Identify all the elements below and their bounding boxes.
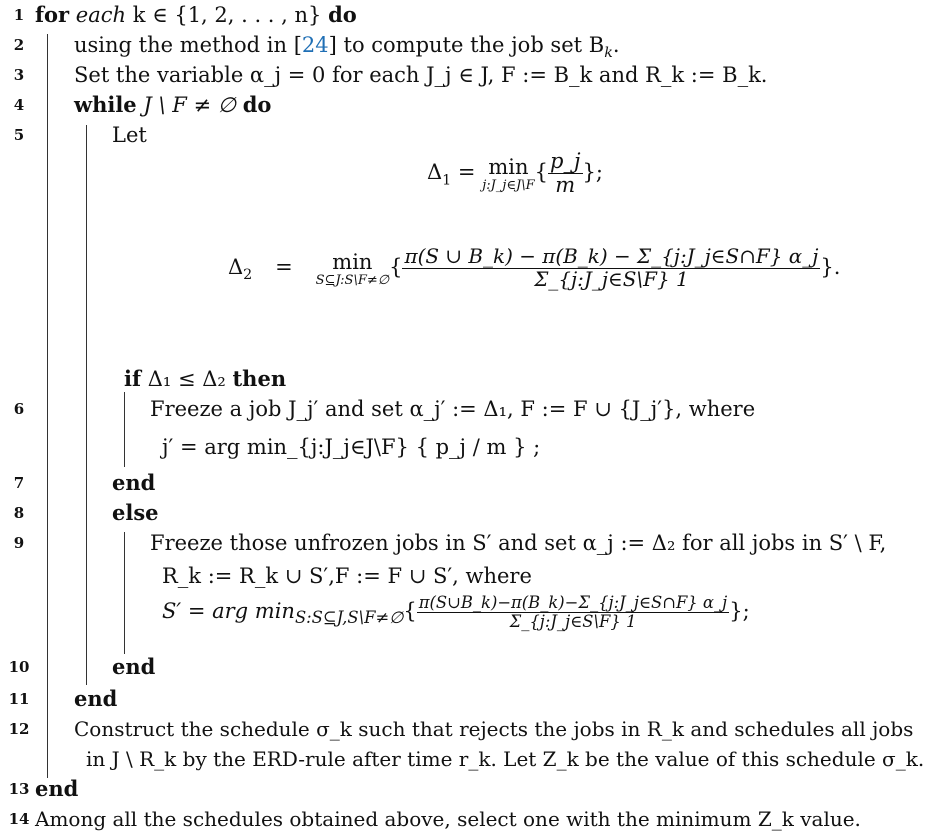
min-limit: S⊆J:S\F≠∅ bbox=[315, 272, 390, 288]
min-text: min bbox=[332, 249, 373, 274]
keyword-do: do bbox=[242, 92, 272, 117]
line-2-pre: using the method in [ bbox=[74, 33, 302, 57]
line-number-6: 6 bbox=[13, 400, 25, 418]
line-6b: j′ = arg min_{j:J_j∈J\F} { p_j / m } ; bbox=[162, 435, 541, 459]
line-number-13: 13 bbox=[8, 780, 30, 798]
delta2-tail: }. bbox=[820, 254, 841, 279]
denominator: Σ_{j:J_j∈S\F} 1 bbox=[509, 612, 637, 632]
line-12b: in J \ R_k by the ERD-rule after time r_k. Let Z_k be the value of this schedule σ_k. bbox=[86, 747, 925, 771]
denominator: m bbox=[555, 173, 576, 198]
line-5: Let bbox=[112, 123, 147, 147]
s-prime-argmin: S′ = arg min bbox=[162, 599, 295, 624]
end-while: end bbox=[74, 686, 118, 711]
citation-link[interactable]: 24 bbox=[301, 33, 329, 57]
while-block-bar bbox=[86, 125, 87, 685]
line-9b: R_k := R_k ∪ S′,F := F ∪ S′, where bbox=[162, 564, 532, 588]
keyword-do: do bbox=[328, 2, 357, 27]
keyword-if: if bbox=[124, 366, 142, 391]
denominator: Σ_{j:J_j∈S\F} 1 bbox=[534, 266, 689, 291]
end-else: end bbox=[112, 654, 156, 679]
each-text: each bbox=[75, 3, 127, 27]
line-number-12: 12 bbox=[8, 720, 30, 738]
line-3: Set the variable α_j = 0 for each J_j ∈ J, F := B_k and R_k := B_k. bbox=[74, 63, 768, 87]
keyword-then: then bbox=[232, 366, 287, 391]
end-for: end bbox=[35, 776, 79, 801]
line-number-11: 11 bbox=[8, 690, 30, 708]
if-block-bar bbox=[124, 392, 125, 467]
fraction bbox=[402, 246, 820, 291]
if-condition: Δ₁ ≤ Δ₂ bbox=[141, 367, 233, 391]
else-block-bar bbox=[124, 532, 125, 654]
delta2-lhs: Δ bbox=[228, 254, 244, 279]
line-number-5: 5 bbox=[13, 126, 25, 144]
delta1-sub: 1 bbox=[442, 172, 452, 189]
fraction bbox=[548, 150, 582, 197]
line-9-tail: }; bbox=[729, 599, 750, 624]
line-12a: Construct the schedule σ_k such that rejects the jobs in R_k and schedules all jobs bbox=[74, 717, 914, 741]
min-operator bbox=[482, 155, 534, 192]
line-14: Among all the schedules obtained above, select one with the minimum Z_k value. bbox=[35, 807, 861, 831]
delta2-sub: 2 bbox=[243, 267, 253, 284]
equals: = bbox=[451, 160, 483, 185]
fraction bbox=[417, 594, 729, 631]
line-2 bbox=[74, 32, 620, 62]
numerator: π(S ∪ B_k) − π(B_k) − Σ_{j:J_j∈S∩F} α_j bbox=[404, 244, 819, 268]
line-6a: Freeze a job J_j′ and set α_j′ := Δ₁, F := F ∪ {J_j′}, where bbox=[150, 397, 756, 421]
delta1-equation: $\Delta_1 = \min$ j:J_j∈J\F { $\frac{p\_j}{m}$ }; bbox=[427, 149, 603, 198]
if-line bbox=[124, 366, 286, 392]
min-text: min bbox=[488, 155, 529, 180]
line-4 bbox=[74, 92, 271, 118]
line-2-end: . bbox=[612, 33, 620, 57]
else-keyword: else bbox=[112, 500, 159, 525]
min-limit: j:J_j∈J\F bbox=[482, 178, 535, 194]
line-9c: S′ = arg $\min_{S:S⊆J,S\backslash F\ne\emptyset}${ $\frac{\pi(S\cup B\_k)-\pi(B\_k)-\Sigma\_\{j:J\_j\in S\cap F\} \alpha\_j}{\Sigma\_\{j:J\_j\in S\backslash F\} 1}$ }; bbox=[162, 593, 750, 632]
line-number-14: 14 bbox=[8, 810, 30, 828]
line-number-9: 9 bbox=[13, 534, 25, 552]
end-if: end bbox=[112, 470, 156, 495]
argmin-limit: S:S⊆J,S\F≠∅ bbox=[294, 608, 404, 628]
line-9a: Freeze those unfrozen jobs in S′ and set α_j := Δ₂ for all jobs in S′ \ F, bbox=[150, 531, 887, 555]
delta1-tail: }; bbox=[582, 160, 603, 185]
equals: = bbox=[275, 254, 293, 279]
line-number-2: 2 bbox=[13, 36, 25, 54]
line-number-7: 7 bbox=[13, 474, 25, 492]
line-2-sub: k bbox=[604, 45, 613, 62]
while-condition: J \ F ≠ ∅ bbox=[136, 93, 243, 117]
keyword-while: while bbox=[74, 92, 137, 117]
for-range: k ∈ {1, 2, . . . , n} bbox=[126, 3, 329, 27]
keyword-for: for bbox=[35, 2, 70, 27]
numerator: π(S∪B_k)−π(B_k)−Σ_{j:J_j∈S∩F} α_j bbox=[418, 593, 728, 612]
delta1-lhs: Δ bbox=[427, 160, 443, 185]
line-number-3: 3 bbox=[13, 66, 25, 84]
delta2-equation: $\Delta_2 = \min$ S⊆J:S\F≠∅ { $\frac{\pi(S \cup B\_k) - \pi(B\_k) - \Sigma\_\{j:J\_j\in S\cap F\} \alpha\_j}{\Sigma\_\{j:J\_j\in S\backslash F\} 1}$ }. bbox=[228, 244, 841, 291]
line-number-8: 8 bbox=[13, 504, 25, 522]
line-2-post: ] to compute the job set B bbox=[328, 33, 605, 57]
min-operator bbox=[316, 250, 389, 287]
numerator: p_j bbox=[550, 149, 581, 173]
line-number-1: 1 bbox=[13, 6, 25, 24]
for-block-bar bbox=[47, 34, 48, 778]
line-number-10: 10 bbox=[8, 658, 30, 676]
line-number-4: 4 bbox=[13, 96, 25, 114]
line-1 bbox=[35, 2, 357, 28]
